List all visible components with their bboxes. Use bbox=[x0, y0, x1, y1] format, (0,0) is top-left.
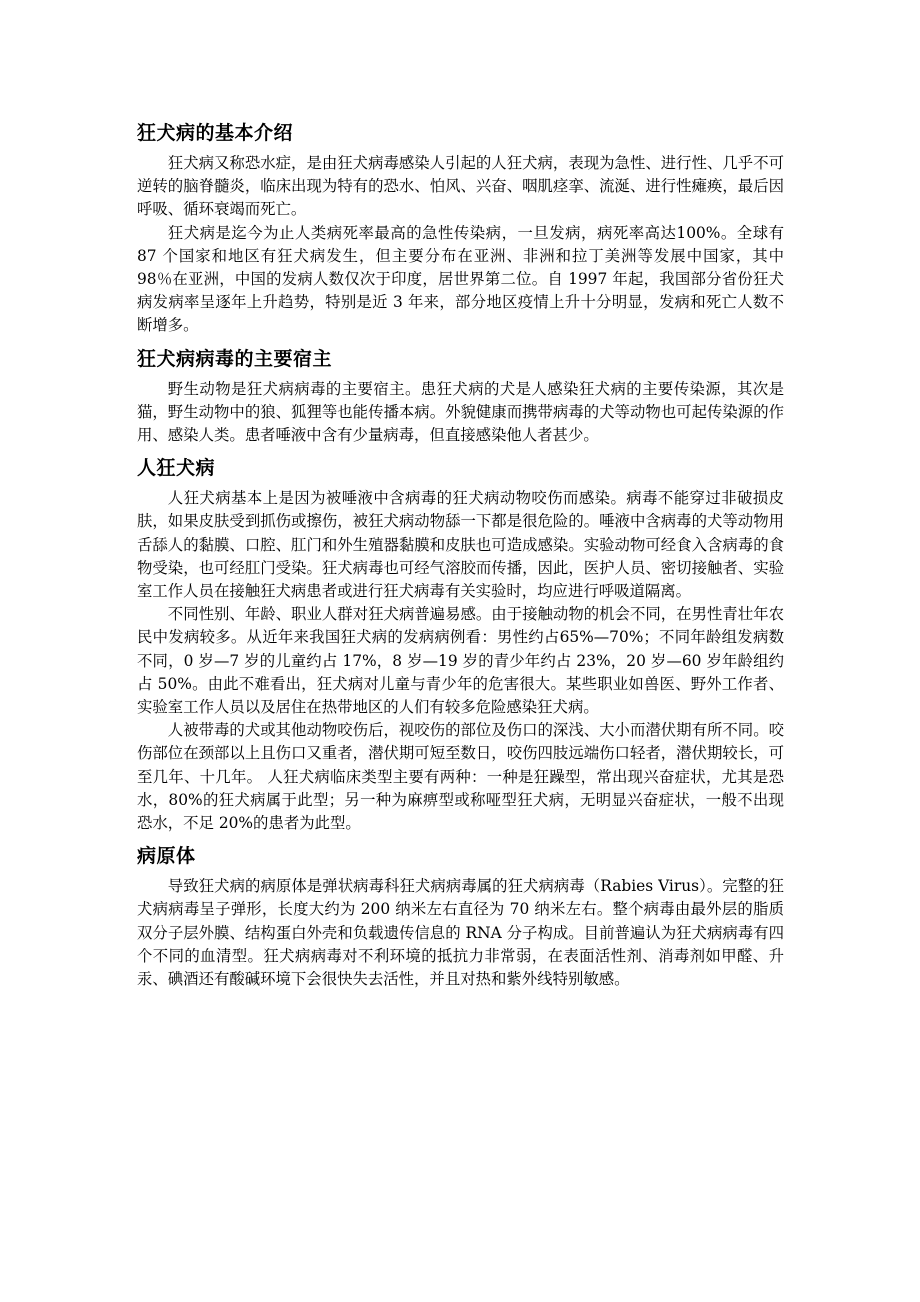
section-main-hosts bbox=[137, 344, 784, 448]
paragraph: 不同性别、年龄、职业人群对狂犬病普遍易感。由于接触动物的机会不同，在男性青壮年农民中发病较多。从近年来我国狂犬病的发病病例看：男性约占65%—70%；不同年龄组发病数不同，0 岁—7 岁的儿童约占 17%，8 岁—19 岁的青少年约占 23%，20 岁—60 岁年龄组约占 50%。由此不难看出，狂犬病对儿童与青少年的危害很大。某些职业如兽医、野外工作者、实验室工作人员以及居住在热带地区的人们有较多危险感染狂犬病。 bbox=[137, 605, 784, 717]
section-heading: 狂犬病病毒的主要宿主 bbox=[137, 347, 333, 370]
paragraph: 人狂犬病基本上是因为被唾液中含病毒的狂犬病动物咬伤而感染。病毒不能穿过非破损皮肤，如果皮肤受到抓伤或擦伤，被狂犬病动物舔一下都是很危险的。唾液中含病毒的犬等动物用舌舔人的黏膜、口腔、肛门和外生殖器黏膜和皮肤也可造成感染。实验动物可经食入含病毒的食物受染，也可经肛门受染。狂犬病毒也可经气溶胶而传播，因此，医护人员、密切接触者、实验室工作人员在接触狂犬病患者或进行狂犬病毒有关实验时，均应进行呼吸道隔离。 bbox=[137, 489, 784, 601]
document-page bbox=[137, 118, 784, 991]
section-basic-intro bbox=[137, 118, 784, 338]
paragraph: 野生动物是狂犬病病毒的主要宿主。患狂犬病的犬是人感染狂犬病的主要传染源，其次是猫，野生动物中的狼、狐狸等也能传播本病。外貌健康而携带病毒的犬等动物也可起传染源的作用、感染人类。患者唾液中含有少量病毒，但直接感染他人者甚少。 bbox=[137, 379, 784, 445]
section-heading: 人狂犬病 bbox=[137, 457, 216, 480]
section-pathogen bbox=[137, 841, 784, 991]
paragraph: 狂犬病是迄今为止人类病死率最高的急性传染病，一旦发病，病死率高达100%。全球有 87 个国家和地区有狂犬病发生，但主要分布在亚洲、非洲和拉丁美洲等发展中国家，其中 98％在亚洲，中国的发病人数仅次于印度，居世界第二位。自 1997 年起，我国部分省份狂犬病发病率呈逐年上升趋势，特别是近 3 年来，部分地区疫情上升十分明显，发病和死亡人数不断增多。 bbox=[137, 223, 784, 335]
paragraph: 狂犬病又称恐水症，是由狂犬病毒感染人引起的人狂犬病，表现为急性、进行性、几乎不可逆转的脑脊髓炎，临床出现为特有的恐水、怕风、兴奋、咽肌痉挛、流涎、进行性瘫痪，最后因呼吸、循环衰竭而死亡。 bbox=[137, 154, 784, 219]
section-heading: 病原体 bbox=[137, 845, 196, 868]
paragraph: 人被带毒的犬或其他动物咬伤后，视咬伤的部位及伤口的深浅、大小而潜伏期有所不同。咬伤部位在颈部以上且伤口又重者，潜伏期可短至数日，咬伤四肢远端伤口轻者，潜伏期较长，可至几年、十几年。 人狂犬病临床类型主要有两种：一种是狂躁型，常出现兴奋症状，尤其是恐水，80%的狂犬病属于此型；另一种为麻痹型或称哑型狂犬病，无明显兴奋症状，一般不出现恐水，不足 20%的患者为此型。 bbox=[137, 721, 784, 833]
paragraph: 导致狂犬病的病原体是弹状病毒科狂犬病病毒属的狂犬病病毒（Rabies Virus）。完整的狂犬病病毒呈子弹形，长度大约为 200 纳米左右直径为 70 纳米左右。整个病毒由最外层的脂质双分子层外膜、结构蛋白外壳和负载遗传信息的 RNA 分子构成。目前普遍认为狂犬病病毒有四个不同的血清型。狂犬病病毒对不利环境的抵抗力非常弱，在表面活性剂、消毒剂如甲醛、升汞、碘酒还有酸碱环境下会很快失去活性，并且对热和紫外线特别敏感。 bbox=[137, 877, 784, 989]
section-heading: 狂犬病的基本介绍 bbox=[137, 122, 294, 144]
section-human-rabies bbox=[137, 453, 784, 835]
